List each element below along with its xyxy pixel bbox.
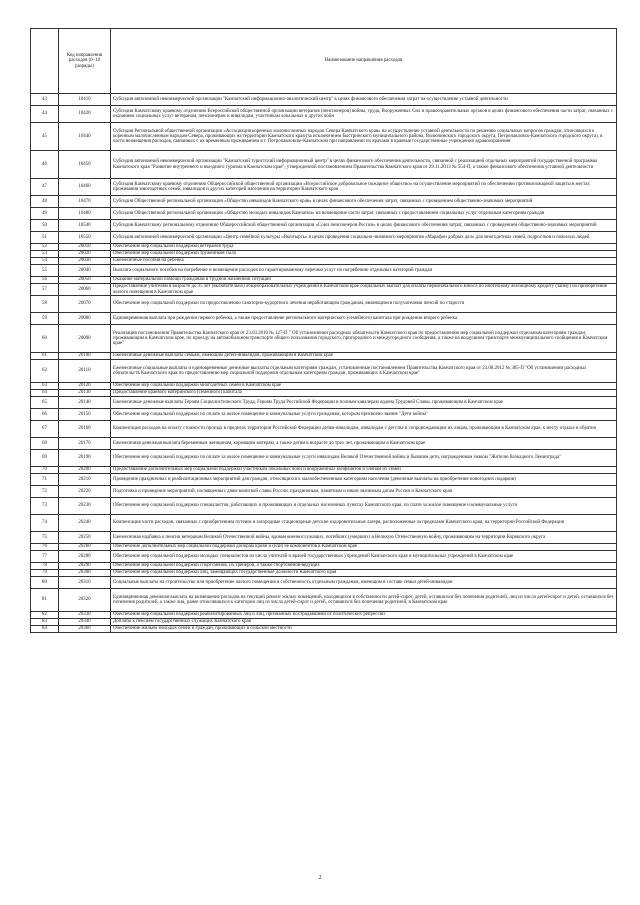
table-row bbox=[31, 577, 617, 589]
row-name: Ежемесячные пособия на ребенка bbox=[111, 258, 617, 265]
row-name: Обеспечение мер социальной поддержки тружеников тыла bbox=[111, 251, 617, 258]
row-code: 20150 bbox=[59, 409, 111, 421]
row-name: Обеспечение мер социальной поддержки реабилитированных лиц и лиц, признанных пострадавшими от политических репрессий bbox=[111, 612, 617, 619]
row-name: Субсидия автономной некоммерческой организации "Камчатский туристский информационный центр" в целях финансового обеспечения деятельности, связанной с реализацией отдельных мероприятий государственной программы Камчатского края "Развитие внутреннего и въездного туризма в Камчатском крае", утвержденной постановлением Правительства Камчатского края от 29.11.2013 № 554-П, а также финансового обеспечения уставной деятельности bbox=[111, 151, 617, 179]
row-name: Ежемесячная денежная выплата беременным женщинам, кормящим матерям, а также детям в возрасте до трех лет, проживающим в Камчатском крае bbox=[111, 438, 617, 450]
row-code: 10410 bbox=[59, 94, 111, 106]
table-row bbox=[31, 515, 617, 532]
row-code: 20100 bbox=[59, 353, 111, 360]
row-number: 60 bbox=[31, 325, 59, 353]
row-name: Предоставление краевого материнского (семейного) капитала bbox=[111, 390, 617, 397]
row-code: 20280 bbox=[59, 551, 111, 563]
table-row bbox=[31, 486, 617, 498]
table-row bbox=[31, 353, 617, 360]
row-code: 10470 bbox=[59, 196, 111, 208]
row-name: Компенсация расходов на оплату стоимости проезда в пределах территории Российской Федерации детям-инвалидам, инвалидам с детства и сопровождающим их лицам, проживающим в Камчатском крае, к месту отдыха и обратно bbox=[111, 421, 617, 438]
row-code: 20330 bbox=[59, 612, 111, 619]
row-number: 64 bbox=[31, 390, 59, 397]
row-name: Обеспечение жильем молодых семей и граждан, проживающих в сельской местности bbox=[111, 626, 617, 633]
row-code: 10450 bbox=[59, 151, 111, 179]
table-row bbox=[31, 179, 617, 196]
table-row bbox=[31, 544, 617, 551]
table-row bbox=[31, 296, 617, 313]
document-page bbox=[30, 28, 616, 633]
row-name: Оказание материальной помощи гражданам в трудной жизненной ситуации bbox=[111, 277, 617, 284]
row-code: 20050 bbox=[59, 277, 111, 284]
row-number: 81 bbox=[31, 589, 59, 612]
table-row bbox=[31, 123, 617, 151]
row-number: 55 bbox=[31, 265, 59, 277]
row-code: 20030 bbox=[59, 258, 111, 265]
row-name: Субсидия автономной некоммерческой организации "Камчатский информационно-аналитический центр" в целях финансового обеспечения затрат на осуществление уставной деятельности bbox=[111, 94, 617, 106]
row-name: Субсидия Региональной общественной организации «Ассоциация коренных малочисленных народов Севера Камчатского края» на осуществление уставной деятельности по решению социальных вопросов граждан, относящихся к коренным малочисленным народам Севера, проживающих на территории Камчатского края (за исключением Быстринского муниципального района, Вилючинского городского округа, Петропавловск-Камчатского городского округа), в части возмещения расходов, связанных с их временным проживанием в г. Петропавловске-Камчатском при направлении их врачами в краевые государственные учреждения здравоохранения bbox=[111, 123, 617, 151]
table-row bbox=[31, 570, 617, 577]
table-row bbox=[31, 258, 617, 265]
row-number: 75 bbox=[31, 532, 59, 544]
row-number: 44 bbox=[31, 106, 59, 123]
row-name: Обеспечение мер социальной поддержки специалистов, работающих и проживающих в отдельных населенных пунктах Камчатского края, по плате за жилое помещение и коммунальные услуги bbox=[111, 498, 617, 515]
row-code: 20250 bbox=[59, 532, 111, 544]
table-row bbox=[31, 313, 617, 325]
row-code: 20080 bbox=[59, 313, 111, 325]
header-code: Код направления расходов (6–10 разряды) bbox=[59, 29, 111, 94]
row-number: 43 bbox=[31, 94, 59, 106]
row-number: 50 bbox=[31, 220, 59, 232]
row-number: 53 bbox=[31, 251, 59, 258]
row-name: Обеспечение мер социальной поддержки ветеранов труда bbox=[111, 244, 617, 251]
table-row bbox=[31, 244, 617, 251]
row-name: Выплата социального пособия на погребение и возмещение расходов по гарантированному перечню услуг по погребению отдельных категорий граждан bbox=[111, 265, 617, 277]
table-row bbox=[31, 284, 617, 296]
row-name: Субсидия Общественной региональной организации «Общество молодых инвалидов Камчатки» на возмещение части затрат, связанных с предоставлением социальных услуг отдельным категориям граждан bbox=[111, 208, 617, 220]
row-number: 80 bbox=[31, 577, 59, 589]
expense-codes-table bbox=[30, 28, 617, 633]
row-name: Доплаты к пенсиям государственных служащих Камчатского края bbox=[111, 619, 617, 626]
table-row bbox=[31, 277, 617, 284]
row-code: 20110 bbox=[59, 360, 111, 383]
row-number: 62 bbox=[31, 360, 59, 383]
table-row bbox=[31, 551, 617, 563]
row-number: 67 bbox=[31, 421, 59, 438]
row-number: 54 bbox=[31, 258, 59, 265]
row-code: 20260 bbox=[59, 544, 111, 551]
table-row bbox=[31, 474, 617, 486]
row-number: 77 bbox=[31, 551, 59, 563]
row-name: Обеспечение мер социальной поддержки по предоставлению санаторно-курортного лечения неработающим гражданам, являющимся получателями пенсий по старости bbox=[111, 296, 617, 313]
row-name: Компенсация части расходов, связанных с приобретением путевок в загородные стационарные детские оздоровительные лагеря, расположенные за пределами Камчатского края, на территории Российской Федерации bbox=[111, 515, 617, 532]
row-name: Единовременная денежная выплата на возмещение расходов на текущий ремонт жилых помещений, находящихся в собственности детей-сирот, детей, оставшихся без попечения родителей, лиц из числа детей-сирот и детей, оставшихся без попечения родителей, а также лиц, ранее относившихся к категории лиц из числа детей-сирот и детей, оставшихся без попечения родителей, в Камчатском крае bbox=[111, 589, 617, 612]
row-number: 46 bbox=[31, 151, 59, 179]
row-name: Ежемесячные социальные выплаты и единовременные денежные выплаты отдельным категориям граждан, установленные постановлением Правительства Камчатского края от 23.08.2012 № 385-П "Об установлении расходных обязательств Камчатского края по предоставлению мер социальной поддержки отдельным категориям граждан, проживающих в Камчатском крае" bbox=[111, 360, 617, 383]
table-row bbox=[31, 589, 617, 612]
row-code: 20230 bbox=[59, 498, 111, 515]
row-code: 10480 bbox=[59, 208, 111, 220]
row-name: Обеспечение мер социальной поддержки лиц, замещающих государственные должности Камчатского края bbox=[111, 570, 617, 577]
table-body bbox=[31, 94, 617, 633]
table-row bbox=[31, 563, 617, 570]
row-number: 78 bbox=[31, 563, 59, 570]
row-number: 73 bbox=[31, 498, 59, 515]
page-number: 2 bbox=[318, 875, 322, 881]
row-code: 10550 bbox=[59, 232, 111, 244]
row-name: Реализация постановления Правительства Камчатского края от 23.03.2010 № 127-П " Об установлении расходных обязательств Камчатского края по предоставлению мер социальной поддержки отдельным категориям граждан, проживающим в Камчатском крае, по проезду на автомобильном транспорте общего пользования городского, пригородного и междугородного сообщения, а также на воздушном транспорте межмуниципального сообщения в Камчатском крае" bbox=[111, 325, 617, 353]
table-row bbox=[31, 106, 617, 123]
row-code: 20190 bbox=[59, 450, 111, 467]
row-number: 71 bbox=[31, 474, 59, 486]
table-row bbox=[31, 450, 617, 467]
row-code: 10460 bbox=[59, 179, 111, 196]
table-row bbox=[31, 498, 617, 515]
table-row bbox=[31, 94, 617, 106]
row-code: 20130 bbox=[59, 390, 111, 397]
row-number: 74 bbox=[31, 515, 59, 532]
row-code: 20010 bbox=[59, 244, 111, 251]
row-code: 20020 bbox=[59, 251, 111, 258]
row-name: Субсидия Камчатскому краевому отделению Общероссийской общественной организации «Всероссийское добровольное пожарное общество» на осуществление мероприятий по обеспечению противопожарной защиты в местах проживания многодетных семей, инвалидов и других категорий населения на территории Камчатского края bbox=[111, 179, 617, 196]
header-name: Наименование направления расходов bbox=[111, 29, 617, 94]
row-code: 20310 bbox=[59, 577, 111, 589]
row-number: 84 bbox=[31, 626, 59, 633]
row-name: Единовременная выплата при рождении первого ребенка, а также предоставление регионального материнского (семейного) капитала при рождении второго ребенка bbox=[111, 313, 617, 325]
row-code: 20290 bbox=[59, 563, 111, 570]
row-name: Субсидия Камчатскому краевому отделению Всероссийской общественной организации ветеранов (пенсионеров) войны, труда, Вооруженных Сил и правоохранительных органов в целях финансового обеспечения части затрат, связанных с оказанием социальных услуг ветеранам, пенсионерам и инвалидам, участникам локальных и других войн bbox=[111, 106, 617, 123]
row-number: 48 bbox=[31, 196, 59, 208]
table-row bbox=[31, 397, 617, 409]
table-row bbox=[31, 409, 617, 421]
row-number: 49 bbox=[31, 208, 59, 220]
row-name: Обеспечение мер социальной поддержки по оплате за жилое помещение и коммунальные услуги гражданам, которым присвоено звание "Дети войны" bbox=[111, 409, 617, 421]
row-name: Предоставление учителям в возрасте до 35 лет (включительно) общеобразовательных учреждений в Камчатском крае социальных выплат для оплаты первоначального взноса по ипотечному жилищному кредиту (займу) на приобретение жилого помещения в Камчатском крае bbox=[111, 284, 617, 296]
row-number: 47 bbox=[31, 179, 59, 196]
row-code: 20090 bbox=[59, 325, 111, 353]
row-code: 20210 bbox=[59, 474, 111, 486]
row-number: 83 bbox=[31, 619, 59, 626]
row-name: Субсидия Общественной региональной организации «Общество инвалидов Камчатского края» в целях финансового обеспечения затрат, связанных с проведением общественно-значимых мероприятий bbox=[111, 196, 617, 208]
row-name: Ежемесячные денежные выплаты Героям Социалистического Труда, Героям Труда Российской Федерации и полным кавалерам ордена Трудовой Славы, проживающим в Камчатском крае bbox=[111, 397, 617, 409]
row-code: 20220 bbox=[59, 486, 111, 498]
table-row bbox=[31, 232, 617, 244]
row-code: 20360 bbox=[59, 626, 111, 633]
row-code: 20060 bbox=[59, 284, 111, 296]
row-number: 79 bbox=[31, 570, 59, 577]
row-number: 69 bbox=[31, 450, 59, 467]
table-row bbox=[31, 265, 617, 277]
row-number: 82 bbox=[31, 612, 59, 619]
row-code: 20300 bbox=[59, 570, 111, 577]
table-row bbox=[31, 360, 617, 383]
row-number: 66 bbox=[31, 409, 59, 421]
row-code: 20140 bbox=[59, 397, 111, 409]
row-name: Субсидия автономной некоммерческой организации «Центр семейной культуры «Вычтырть» в целях проведения социально-значимого мероприятия «Марафон добрых дел» для многодетных семей, подростков и пожилых людей bbox=[111, 232, 617, 244]
row-number: 61 bbox=[31, 353, 59, 360]
row-name: Социальные выплаты на строительство или приобретение жилого помещения в собственность отдельным гражданам, имеющим в составе семьи детей-инвалидов bbox=[111, 577, 617, 589]
row-number: 58 bbox=[31, 296, 59, 313]
table-row bbox=[31, 390, 617, 397]
row-code: 20320 bbox=[59, 589, 111, 612]
row-name: Обеспечение мер социальной поддержки по оплате за жилое помещение и коммунальные услуги инвалидам Великой Отечественной войны и бывшим дети, награжденным знаком "Жителю блокадного Ленинграда" bbox=[111, 450, 617, 467]
row-code: 20160 bbox=[59, 421, 111, 438]
table-row bbox=[31, 208, 617, 220]
row-number: 63 bbox=[31, 383, 59, 390]
table-row bbox=[31, 619, 617, 626]
row-name: Обеспечение дополнительных мер социальной поддержки донорам крови и (или) ее компонентов в Камчатском крае bbox=[111, 544, 617, 551]
row-number: 68 bbox=[31, 438, 59, 450]
header-number bbox=[31, 29, 59, 94]
row-name: Ежемесячная надбавка к пенсии ветеранам Великой Отечественной войны, вдовам военнослужащих, погибших (умерших) в Великую Отечественную войну, проживающим на территории Корякского округа bbox=[111, 532, 617, 544]
row-number: 76 bbox=[31, 544, 59, 551]
table-row bbox=[31, 612, 617, 619]
row-name: Ежемесячные денежные выплаты семьям, имеющим детей-инвалидов, проживающим в Камчатском крае bbox=[111, 353, 617, 360]
row-code: 10440 bbox=[59, 123, 111, 151]
row-code: 20240 bbox=[59, 515, 111, 532]
row-code: 20340 bbox=[59, 619, 111, 626]
table-row bbox=[31, 220, 617, 232]
row-number: 56 bbox=[31, 277, 59, 284]
row-number: 52 bbox=[31, 244, 59, 251]
row-code: 20040 bbox=[59, 265, 111, 277]
table-row bbox=[31, 196, 617, 208]
row-number: 51 bbox=[31, 232, 59, 244]
table-row bbox=[31, 151, 617, 179]
row-code: 20120 bbox=[59, 383, 111, 390]
table-row bbox=[31, 383, 617, 390]
row-name: Субсидия Камчатскому региональному отделению Общероссийской общественной организации «Союз пенсионеров России» в целях финансового обеспечения затрат, связанных с проведением общественно-значимых мероприятий bbox=[111, 220, 617, 232]
row-code: 10420 bbox=[59, 106, 111, 123]
table-row bbox=[31, 438, 617, 450]
row-code: 20200 bbox=[59, 467, 111, 474]
row-name: Обеспечение мер социальной поддержки многодетных семей в Камчатском крае bbox=[111, 383, 617, 390]
row-name: Подготовка и проведение мероприятий, посвященных дням воинской славы России, праздничным, памятным и иным значимым датам России и Камчатского края bbox=[111, 486, 617, 498]
table-row bbox=[31, 626, 617, 633]
table-header-row bbox=[31, 29, 617, 94]
row-number: 70 bbox=[31, 467, 59, 474]
table-row bbox=[31, 532, 617, 544]
row-code: 20070 bbox=[59, 296, 111, 313]
table-row bbox=[31, 421, 617, 438]
table-row bbox=[31, 467, 617, 474]
table-row bbox=[31, 251, 617, 258]
table-row bbox=[31, 325, 617, 353]
row-code: 10540 bbox=[59, 220, 111, 232]
row-name: Обеспечение мер социальной поддержки молодых специалистов из числа учителей и врачей государственных учреждений Камчатского края и муниципальных учреждений в Камчатском крае bbox=[111, 551, 617, 563]
row-name: Предоставление дополнительных мер социальной поддержки участникам локальных войн и вооруженных конфликтов и членам их семей bbox=[111, 467, 617, 474]
row-name: Обеспечение мер социальной поддержки спортсменов, их тренеров, а также спортсменов-ведущих bbox=[111, 563, 617, 570]
row-name: Проведение праздничных и реабилитационных мероприятий для граждан, относящихся к малообеспеченным категориям населения (денежные выплаты на приобретение новогодних подарков) bbox=[111, 474, 617, 486]
row-number: 57 bbox=[31, 284, 59, 296]
row-code: 20170 bbox=[59, 438, 111, 450]
row-number: 45 bbox=[31, 123, 59, 151]
row-number: 72 bbox=[31, 486, 59, 498]
row-number: 59 bbox=[31, 313, 59, 325]
row-number: 65 bbox=[31, 397, 59, 409]
